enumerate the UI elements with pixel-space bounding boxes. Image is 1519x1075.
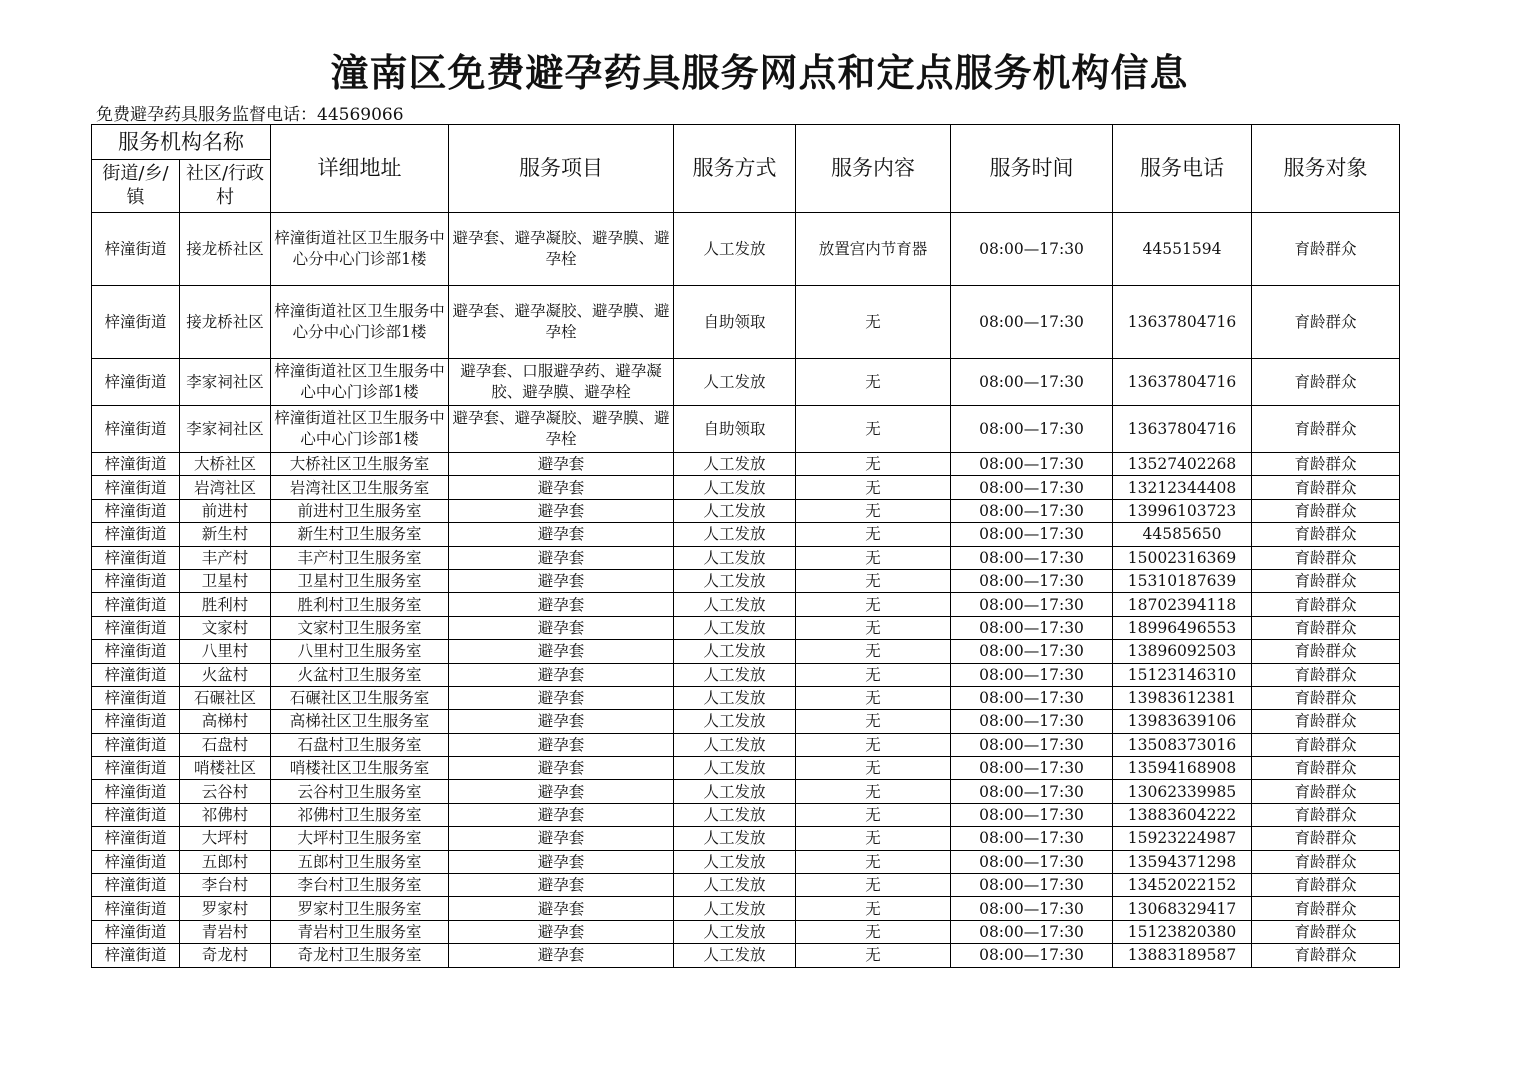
cell-street: 梓潼街道	[92, 569, 180, 592]
table-row	[92, 827, 1400, 850]
cell-service-phone: 13883604222	[1113, 803, 1252, 826]
cell-service-phone: 15123820380	[1113, 920, 1252, 943]
table-row	[92, 499, 1400, 522]
cell-service-item: 避孕套	[449, 897, 674, 920]
cell-community: 前进村	[180, 499, 271, 522]
cell-service-content: 无	[796, 920, 951, 943]
cell-street: 梓潼街道	[92, 686, 180, 709]
cell-service-method: 人工发放	[674, 593, 796, 616]
cell-street: 梓潼街道	[92, 733, 180, 756]
cell-service-item: 避孕套	[449, 827, 674, 850]
cell-service-content: 无	[796, 686, 951, 709]
cell-street: 梓潼街道	[92, 406, 180, 453]
cell-service-target: 育龄群众	[1252, 733, 1400, 756]
cell-service-method: 人工发放	[674, 897, 796, 920]
cell-service-phone: 13637804716	[1113, 406, 1252, 453]
table-row	[92, 920, 1400, 943]
cell-address: 梓潼街道社区卫生服务中心分中心门诊部1楼	[271, 286, 449, 359]
cell-service-time: 08:00—17:30	[951, 897, 1113, 920]
table-row	[92, 803, 1400, 826]
cell-community: 丰产村	[180, 546, 271, 569]
cell-service-content: 放置宫内节育器	[796, 213, 951, 286]
cell-street: 梓潼街道	[92, 780, 180, 803]
table-row	[92, 874, 1400, 897]
cell-street: 梓潼街道	[92, 803, 180, 826]
cell-service-target: 育龄群众	[1252, 710, 1400, 733]
cell-service-item: 避孕套	[449, 453, 674, 476]
cell-community: 卫星村	[180, 569, 271, 592]
cell-service-phone: 13594371298	[1113, 850, 1252, 873]
cell-street: 梓潼街道	[92, 757, 180, 780]
table-row	[92, 546, 1400, 569]
cell-street: 梓潼街道	[92, 710, 180, 733]
cell-service-method: 人工发放	[674, 569, 796, 592]
table-row	[92, 780, 1400, 803]
table-row	[92, 523, 1400, 546]
cell-service-target: 育龄群众	[1252, 944, 1400, 967]
cell-service-item: 避孕套	[449, 616, 674, 639]
cell-address: 岩湾社区卫生服务室	[271, 476, 449, 499]
cell-service-content: 无	[796, 453, 951, 476]
cell-address: 李台村卫生服务室	[271, 874, 449, 897]
cell-service-time: 08:00—17:30	[951, 803, 1113, 826]
table-row	[92, 757, 1400, 780]
cell-address: 卫星村卫生服务室	[271, 569, 449, 592]
cell-service-content: 无	[796, 874, 951, 897]
cell-community: 石盘村	[180, 733, 271, 756]
cell-service-target: 育龄群众	[1252, 546, 1400, 569]
cell-service-content: 无	[796, 733, 951, 756]
cell-service-content: 无	[796, 757, 951, 780]
cell-service-target: 育龄群众	[1252, 686, 1400, 709]
cell-service-target: 育龄群众	[1252, 616, 1400, 639]
cell-service-target: 育龄群众	[1252, 780, 1400, 803]
cell-address: 梓潼街道社区卫生服务中心分中心门诊部1楼	[271, 213, 449, 286]
cell-service-time: 08:00—17:30	[951, 569, 1113, 592]
cell-service-time: 08:00—17:30	[951, 640, 1113, 663]
header-service-target: 服务对象	[1252, 125, 1400, 213]
header-service-content: 服务内容	[796, 125, 951, 213]
cell-service-item: 避孕套	[449, 546, 674, 569]
cell-service-target: 育龄群众	[1252, 286, 1400, 359]
cell-service-phone: 15123146310	[1113, 663, 1252, 686]
cell-service-time: 08:00—17:30	[951, 523, 1113, 546]
cell-service-target: 育龄群众	[1252, 897, 1400, 920]
cell-service-time: 08:00—17:30	[951, 213, 1113, 286]
cell-service-content: 无	[796, 803, 951, 826]
cell-service-phone: 13452022152	[1113, 874, 1252, 897]
cell-community: 火盆村	[180, 663, 271, 686]
cell-service-phone: 15923224987	[1113, 827, 1252, 850]
cell-service-target: 育龄群众	[1252, 874, 1400, 897]
cell-street: 梓潼街道	[92, 499, 180, 522]
cell-service-content: 无	[796, 850, 951, 873]
table-row	[92, 476, 1400, 499]
cell-address: 奇龙村卫生服务室	[271, 944, 449, 967]
cell-community: 李家祠社区	[180, 406, 271, 453]
cell-address: 新生村卫生服务室	[271, 523, 449, 546]
cell-service-target: 育龄群众	[1252, 499, 1400, 522]
table-row	[92, 850, 1400, 873]
cell-service-content: 无	[796, 569, 951, 592]
cell-street: 梓潼街道	[92, 453, 180, 476]
cell-street: 梓潼街道	[92, 874, 180, 897]
cell-service-method: 人工发放	[674, 757, 796, 780]
cell-service-content: 无	[796, 616, 951, 639]
cell-service-content: 无	[796, 593, 951, 616]
cell-service-target: 育龄群众	[1252, 827, 1400, 850]
cell-community: 岩湾社区	[180, 476, 271, 499]
cell-street: 梓潼街道	[92, 546, 180, 569]
cell-service-item: 避孕套	[449, 803, 674, 826]
header-community: 社区/行政村	[180, 160, 271, 213]
cell-service-method: 人工发放	[674, 616, 796, 639]
table-body	[92, 213, 1400, 968]
table-row	[92, 663, 1400, 686]
cell-service-method: 人工发放	[674, 546, 796, 569]
cell-service-time: 08:00—17:30	[951, 874, 1113, 897]
cell-service-method: 人工发放	[674, 686, 796, 709]
header-service-item: 服务项目	[449, 125, 674, 213]
cell-service-item: 避孕套	[449, 944, 674, 967]
table-header	[92, 125, 1400, 213]
table-row	[92, 897, 1400, 920]
cell-service-phone: 13637804716	[1113, 359, 1252, 406]
cell-address: 梓潼街道社区卫生服务中心中心门诊部1楼	[271, 406, 449, 453]
cell-service-time: 08:00—17:30	[951, 546, 1113, 569]
cell-street: 梓潼街道	[92, 359, 180, 406]
service-table	[91, 124, 1400, 968]
cell-address: 青岩村卫生服务室	[271, 920, 449, 943]
cell-service-target: 育龄群众	[1252, 476, 1400, 499]
cell-service-time: 08:00—17:30	[951, 616, 1113, 639]
cell-service-time: 08:00—17:30	[951, 757, 1113, 780]
cell-service-time: 08:00—17:30	[951, 850, 1113, 873]
header-service-method: 服务方式	[674, 125, 796, 213]
cell-service-item: 避孕套	[449, 780, 674, 803]
cell-address: 八里村卫生服务室	[271, 640, 449, 663]
cell-address: 高梯社区卫生服务室	[271, 710, 449, 733]
cell-service-item: 避孕套	[449, 593, 674, 616]
cell-service-time: 08:00—17:30	[951, 686, 1113, 709]
cell-service-target: 育龄群众	[1252, 359, 1400, 406]
cell-service-item: 避孕套、口服避孕药、避孕凝胶、避孕膜、避孕栓	[449, 359, 674, 406]
cell-service-item: 避孕套	[449, 640, 674, 663]
cell-service-phone: 15002316369	[1113, 546, 1252, 569]
cell-service-target: 育龄群众	[1252, 850, 1400, 873]
cell-service-phone: 13983612381	[1113, 686, 1252, 709]
cell-service-content: 无	[796, 523, 951, 546]
cell-address: 火盆村卫生服务室	[271, 663, 449, 686]
cell-address: 五郎村卫生服务室	[271, 850, 449, 873]
table-row	[92, 359, 1400, 406]
cell-street: 梓潼街道	[92, 616, 180, 639]
cell-service-content: 无	[796, 286, 951, 359]
header-org-name: 服务机构名称	[92, 125, 271, 160]
cell-community: 李台村	[180, 874, 271, 897]
supervision-phone-note: 免费避孕药具服务监督电话：44569066	[96, 105, 404, 125]
cell-service-target: 育龄群众	[1252, 803, 1400, 826]
cell-community: 五郎村	[180, 850, 271, 873]
header-service-time: 服务时间	[951, 125, 1113, 213]
cell-service-phone: 13983639106	[1113, 710, 1252, 733]
cell-service-phone: 13068329417	[1113, 897, 1252, 920]
cell-service-time: 08:00—17:30	[951, 710, 1113, 733]
table-row	[92, 286, 1400, 359]
cell-community: 奇龙村	[180, 944, 271, 967]
cell-service-target: 育龄群众	[1252, 920, 1400, 943]
cell-community: 新生村	[180, 523, 271, 546]
cell-street: 梓潼街道	[92, 663, 180, 686]
cell-service-time: 08:00—17:30	[951, 593, 1113, 616]
cell-service-item: 避孕套	[449, 663, 674, 686]
table-row	[92, 213, 1400, 286]
cell-address: 丰产村卫生服务室	[271, 546, 449, 569]
cell-service-target: 育龄群众	[1252, 569, 1400, 592]
cell-address: 前进村卫生服务室	[271, 499, 449, 522]
cell-service-item: 避孕套	[449, 523, 674, 546]
cell-service-method: 人工发放	[674, 499, 796, 522]
cell-service-target: 育龄群众	[1252, 663, 1400, 686]
cell-address: 云谷村卫生服务室	[271, 780, 449, 803]
cell-service-content: 无	[796, 780, 951, 803]
cell-service-phone: 13594168908	[1113, 757, 1252, 780]
cell-street: 梓潼街道	[92, 827, 180, 850]
cell-service-time: 08:00—17:30	[951, 406, 1113, 453]
cell-service-target: 育龄群众	[1252, 406, 1400, 453]
cell-community: 文家村	[180, 616, 271, 639]
cell-service-phone: 13996103723	[1113, 499, 1252, 522]
cell-service-method: 人工发放	[674, 780, 796, 803]
cell-service-method: 人工发放	[674, 523, 796, 546]
cell-service-content: 无	[796, 546, 951, 569]
cell-service-time: 08:00—17:30	[951, 476, 1113, 499]
cell-service-time: 08:00—17:30	[951, 499, 1113, 522]
cell-service-method: 人工发放	[674, 920, 796, 943]
cell-street: 梓潼街道	[92, 920, 180, 943]
table-row	[92, 453, 1400, 476]
cell-street: 梓潼街道	[92, 523, 180, 546]
cell-community: 接龙桥社区	[180, 286, 271, 359]
cell-service-time: 08:00—17:30	[951, 453, 1113, 476]
cell-service-method: 人工发放	[674, 874, 796, 897]
header-address: 详细地址	[271, 125, 449, 213]
cell-service-method: 人工发放	[674, 827, 796, 850]
cell-service-method: 人工发放	[674, 476, 796, 499]
cell-service-phone: 44585650	[1113, 523, 1252, 546]
cell-service-content: 无	[796, 944, 951, 967]
cell-service-content: 无	[796, 663, 951, 686]
cell-service-content: 无	[796, 499, 951, 522]
cell-service-item: 避孕套	[449, 733, 674, 756]
cell-service-method: 人工发放	[674, 663, 796, 686]
header-service-phone: 服务电话	[1113, 125, 1252, 213]
table-row	[92, 686, 1400, 709]
cell-service-method: 自助领取	[674, 406, 796, 453]
cell-community: 罗家村	[180, 897, 271, 920]
cell-service-phone: 13508373016	[1113, 733, 1252, 756]
table-row	[92, 944, 1400, 967]
cell-service-method: 人工发放	[674, 803, 796, 826]
cell-service-item: 避孕套	[449, 850, 674, 873]
cell-address: 石碾社区卫生服务室	[271, 686, 449, 709]
cell-service-time: 08:00—17:30	[951, 827, 1113, 850]
cell-service-method: 人工发放	[674, 710, 796, 733]
cell-service-content: 无	[796, 710, 951, 733]
cell-street: 梓潼街道	[92, 640, 180, 663]
cell-service-phone: 13896092503	[1113, 640, 1252, 663]
cell-service-time: 08:00—17:30	[951, 780, 1113, 803]
cell-community: 胜利村	[180, 593, 271, 616]
cell-service-item: 避孕套	[449, 499, 674, 522]
cell-street: 梓潼街道	[92, 944, 180, 967]
cell-service-time: 08:00—17:30	[951, 359, 1113, 406]
table-row	[92, 616, 1400, 639]
cell-community: 青岩村	[180, 920, 271, 943]
cell-service-time: 08:00—17:30	[951, 286, 1113, 359]
cell-address: 大桥社区卫生服务室	[271, 453, 449, 476]
cell-service-phone: 13062339985	[1113, 780, 1252, 803]
cell-service-method: 人工发放	[674, 944, 796, 967]
cell-service-time: 08:00—17:30	[951, 920, 1113, 943]
cell-service-content: 无	[796, 640, 951, 663]
cell-community: 高梯村	[180, 710, 271, 733]
cell-community: 李家祠社区	[180, 359, 271, 406]
cell-service-phone: 13883189587	[1113, 944, 1252, 967]
cell-community: 祁佛村	[180, 803, 271, 826]
cell-address: 胜利村卫生服务室	[271, 593, 449, 616]
cell-street: 梓潼街道	[92, 593, 180, 616]
cell-community: 大坪村	[180, 827, 271, 850]
cell-address: 祁佛村卫生服务室	[271, 803, 449, 826]
cell-service-method: 人工发放	[674, 213, 796, 286]
cell-street: 梓潼街道	[92, 213, 180, 286]
cell-address: 罗家村卫生服务室	[271, 897, 449, 920]
table-row	[92, 640, 1400, 663]
cell-service-content: 无	[796, 359, 951, 406]
cell-service-target: 育龄群众	[1252, 523, 1400, 546]
cell-service-content: 无	[796, 827, 951, 850]
cell-service-method: 人工发放	[674, 453, 796, 476]
cell-service-phone: 13212344408	[1113, 476, 1252, 499]
cell-community: 哨楼社区	[180, 757, 271, 780]
cell-community: 接龙桥社区	[180, 213, 271, 286]
cell-service-time: 08:00—17:30	[951, 733, 1113, 756]
cell-service-content: 无	[796, 406, 951, 453]
cell-service-target: 育龄群众	[1252, 640, 1400, 663]
cell-community: 石碾社区	[180, 686, 271, 709]
cell-service-time: 08:00—17:30	[951, 663, 1113, 686]
cell-community: 八里村	[180, 640, 271, 663]
cell-service-method: 人工发放	[674, 850, 796, 873]
cell-service-method: 人工发放	[674, 733, 796, 756]
cell-service-item: 避孕套	[449, 757, 674, 780]
header-street: 街道/乡/镇	[92, 160, 180, 213]
cell-service-item: 避孕套、避孕凝胶、避孕膜、避孕栓	[449, 286, 674, 359]
cell-community: 云谷村	[180, 780, 271, 803]
cell-service-content: 无	[796, 897, 951, 920]
cell-service-item: 避孕套、避孕凝胶、避孕膜、避孕栓	[449, 213, 674, 286]
cell-address: 文家村卫生服务室	[271, 616, 449, 639]
cell-service-item: 避孕套	[449, 710, 674, 733]
cell-service-method: 人工发放	[674, 640, 796, 663]
cell-service-item: 避孕套	[449, 569, 674, 592]
cell-service-phone: 15310187639	[1113, 569, 1252, 592]
cell-service-item: 避孕套	[449, 920, 674, 943]
cell-service-item: 避孕套	[449, 874, 674, 897]
cell-address: 大坪村卫生服务室	[271, 827, 449, 850]
page-title: 潼南区免费避孕药具服务网点和定点服务机构信息	[330, 50, 1189, 95]
cell-service-time: 08:00—17:30	[951, 944, 1113, 967]
table-row	[92, 710, 1400, 733]
cell-service-target: 育龄群众	[1252, 593, 1400, 616]
cell-service-item: 避孕套	[449, 476, 674, 499]
table-row	[92, 406, 1400, 453]
cell-service-phone: 13527402268	[1113, 453, 1252, 476]
cell-service-phone: 44551594	[1113, 213, 1252, 286]
cell-street: 梓潼街道	[92, 897, 180, 920]
cell-service-phone: 13637804716	[1113, 286, 1252, 359]
cell-service-phone: 18702394118	[1113, 593, 1252, 616]
table-row	[92, 593, 1400, 616]
cell-address: 哨楼社区卫生服务室	[271, 757, 449, 780]
table-row	[92, 569, 1400, 592]
cell-service-content: 无	[796, 476, 951, 499]
cell-service-item: 避孕套	[449, 686, 674, 709]
cell-community: 大桥社区	[180, 453, 271, 476]
cell-service-target: 育龄群众	[1252, 757, 1400, 780]
cell-service-target: 育龄群众	[1252, 453, 1400, 476]
cell-service-method: 自助领取	[674, 286, 796, 359]
cell-service-target: 育龄群众	[1252, 213, 1400, 286]
cell-address: 梓潼街道社区卫生服务中心中心门诊部1楼	[271, 359, 449, 406]
cell-service-phone: 18996496553	[1113, 616, 1252, 639]
cell-service-item: 避孕套、避孕凝胶、避孕膜、避孕栓	[449, 406, 674, 453]
cell-street: 梓潼街道	[92, 286, 180, 359]
cell-street: 梓潼街道	[92, 850, 180, 873]
cell-address: 石盘村卫生服务室	[271, 733, 449, 756]
table-row	[92, 733, 1400, 756]
cell-service-method: 人工发放	[674, 359, 796, 406]
cell-street: 梓潼街道	[92, 476, 180, 499]
